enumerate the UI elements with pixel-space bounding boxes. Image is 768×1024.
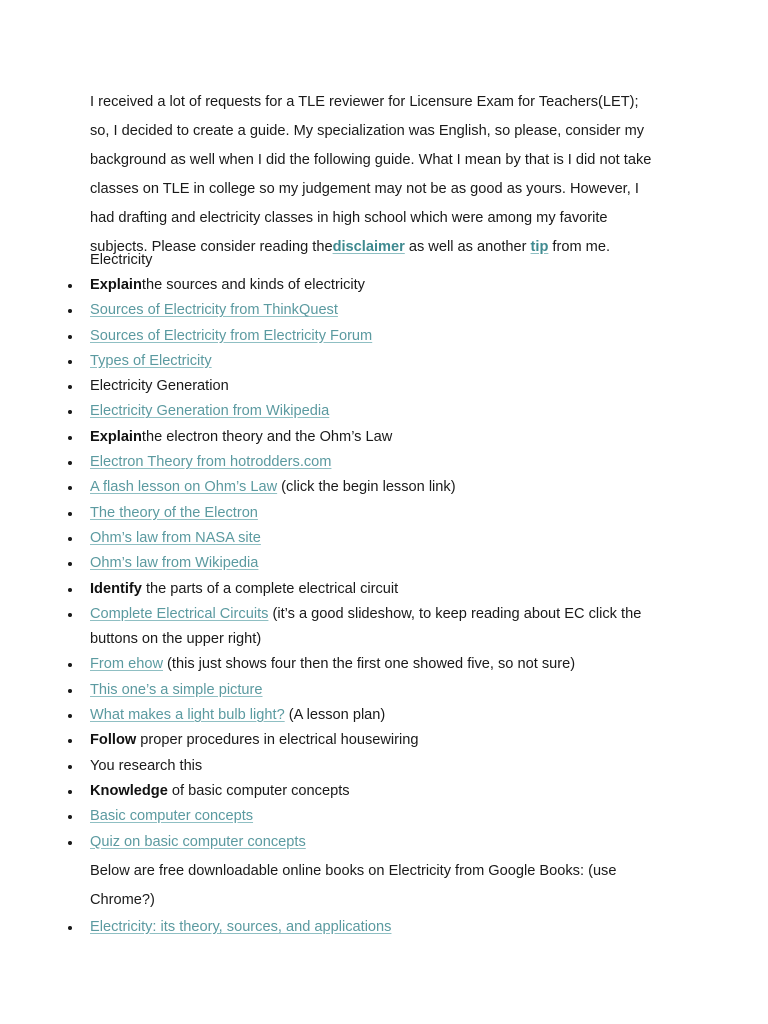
item-link[interactable]: Electricity Generation from Wikipedia (90, 403, 330, 420)
list-item (0, 324, 768, 349)
item-text: the sources and kinds of electricity (141, 277, 365, 293)
item-link[interactable]: Types of Electricity (90, 352, 212, 369)
item-text: (A lesson plan) (284, 707, 386, 724)
book-link[interactable]: Electricity: its theory, sources, and applications (90, 918, 392, 935)
item-link[interactable]: Sources of Electricity from ThinkQuest (90, 302, 338, 319)
disclaimer-link[interactable]: disclaimer (332, 239, 405, 255)
list-item (0, 728, 768, 753)
item-text: proper procedures in electrical housewiring (136, 732, 419, 749)
list-item (0, 551, 768, 576)
intro-line: classes on TLE in college so my judgement may not be as good as yours. However, I (90, 181, 639, 197)
item-link[interactable]: Basic computer concepts (90, 808, 254, 825)
list-item (0, 273, 768, 298)
item-text: (click the begin lesson link) (277, 479, 456, 496)
item-keyword: Follow (90, 732, 137, 749)
list-item (0, 830, 768, 855)
intro-text: subjects. Please consider reading the (90, 239, 333, 255)
item-link[interactable]: Ohm’s law from NASA site (90, 529, 261, 546)
list-item (0, 779, 768, 804)
list-item (0, 804, 768, 829)
intro-text: as well as another (404, 239, 531, 255)
list-item (0, 374, 768, 399)
item-link[interactable]: Electron Theory from hotrodders.com (90, 454, 332, 471)
list-item (0, 501, 768, 526)
list-item (0, 652, 768, 677)
item-link[interactable]: Quiz on basic computer concepts (90, 833, 306, 850)
books-paragraph-line: Chrome?) (90, 891, 155, 908)
item-text: of basic computer concepts (167, 782, 350, 799)
list-item (0, 425, 768, 450)
books-paragraph (0, 857, 650, 915)
intro-last-line (90, 233, 680, 262)
list-item (0, 577, 768, 602)
item-keyword: Identify (90, 580, 142, 597)
item-text-continued: buttons on the upper right) (90, 631, 262, 648)
list-item (0, 915, 768, 940)
list-item (0, 526, 768, 551)
item-keyword: Explain (90, 277, 142, 293)
topic-list (0, 273, 768, 940)
books-paragraph-line: Below are free downloadable online books on Electricity from Google Books: (use (90, 862, 617, 879)
section-heading: Electricity (90, 252, 153, 268)
tip-link[interactable]: tip (530, 239, 549, 255)
item-text: (it’s a good slideshow, to keep reading about EC click the (268, 605, 642, 622)
intro-line: so, I decided to create a guide. My specialization was English, so please, consider my (90, 123, 645, 139)
item-link[interactable]: Complete Electrical Circuits (90, 605, 269, 622)
intro-line: I received a lot of requests for a TLE reviewer for Licensure Exam for Teachers(LET); (90, 94, 639, 110)
item-link[interactable]: What makes a light bulb light? (90, 707, 285, 724)
list-item (0, 754, 768, 779)
intro-paragraph (90, 88, 680, 262)
list-item (0, 399, 768, 424)
item-link[interactable]: Ohm’s law from Wikipedia (90, 555, 259, 572)
item-link[interactable]: The theory of the Electron (90, 504, 258, 521)
item-text: the parts of a complete electrical circuit (141, 580, 399, 597)
list-item (0, 602, 670, 653)
item-text: the electron theory and the Ohm’s Law (141, 428, 393, 445)
list-item (0, 703, 768, 728)
item-link[interactable]: This one’s a simple picture (90, 681, 263, 698)
list-item (0, 678, 768, 703)
intro-line: background as well when I did the following guide. What I mean by that is I did not take (90, 152, 652, 168)
item-text: Electricity Generation (90, 378, 229, 395)
item-keyword: Knowledge (90, 782, 168, 799)
item-link[interactable]: From ehow (90, 656, 163, 673)
item-text: You research this (90, 757, 203, 774)
intro-line: had drafting and electricity classes in high school which were among my favorite (90, 210, 608, 226)
item-link[interactable]: A flash lesson on Ohm’s Law (90, 479, 278, 496)
list-item (0, 298, 768, 323)
item-link[interactable]: Sources of Electricity from Electricity Forum (90, 327, 373, 344)
item-keyword: Explain (90, 428, 142, 445)
list-item (0, 450, 768, 475)
intro-text: from me. (548, 239, 610, 255)
list-item (0, 349, 768, 374)
list-item (0, 475, 768, 500)
item-text: (this just shows four then the first one showed five, so not sure) (163, 656, 576, 673)
